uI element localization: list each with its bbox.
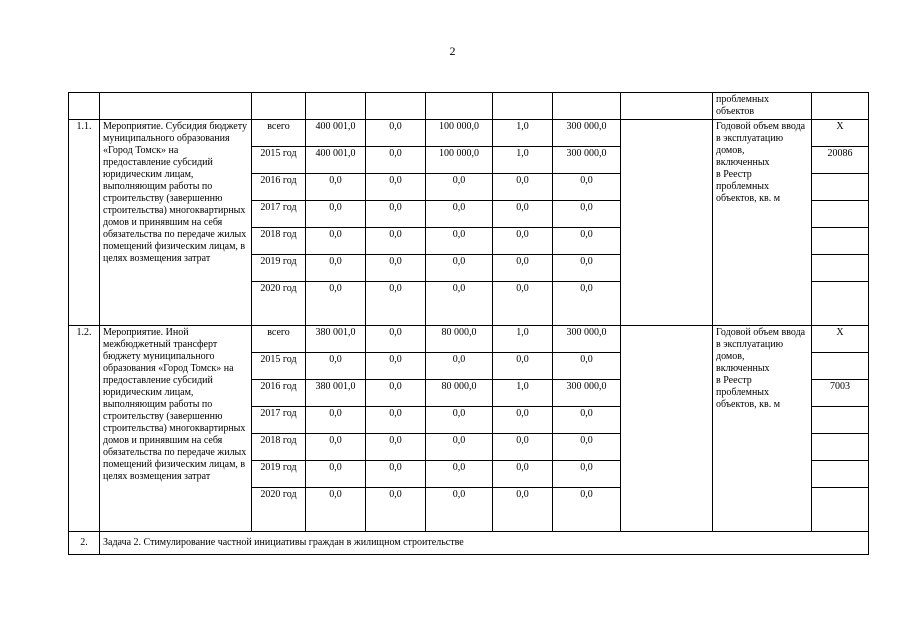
period-cell: 2016 год [252,174,306,201]
indicator-value [812,461,869,488]
item-number: 1.1. [69,120,100,326]
indicator-value: Х [812,120,869,147]
amount-cell: 0,0 [366,282,426,326]
amount-cell: 0,0 [493,434,553,461]
amount-cell: 0,0 [306,434,366,461]
amount-cell: 0,0 [366,120,426,147]
amount-cell: 0,0 [553,461,621,488]
amount-cell: 0,0 [493,174,553,201]
period-cell: 2015 год [252,353,306,380]
amount-cell: 1,0 [493,120,553,147]
table-body [69,93,869,555]
amount-cell: 0,0 [366,255,426,282]
amount-cell: 0,0 [426,434,493,461]
period-cell: 2015 год [252,147,306,174]
amount-cell: 0,0 [426,255,493,282]
amount-cell: 80 000,0 [426,380,493,407]
indicator-value [812,434,869,461]
amount-cell: 380 001,0 [306,326,366,353]
amount-cell: 0,0 [493,201,553,228]
amount-cell: 0,0 [366,174,426,201]
amount-cell: 0,0 [426,282,493,326]
amount-cell: 0,0 [553,228,621,255]
indicator-value [812,282,869,326]
amount-cell: 0,0 [306,174,366,201]
indicator-value [812,407,869,434]
program-table [68,92,869,555]
table-row [69,326,869,353]
indicator-value [812,174,869,201]
item-number: 1.2. [69,326,100,532]
task-row [69,532,869,555]
indicator-value [812,201,869,228]
amount-cell: 0,0 [306,255,366,282]
period-cell: 2020 год [252,488,306,532]
indicator-value: Х [812,326,869,353]
amount-cell: 0,0 [306,353,366,380]
amount-cell: 0,0 [553,407,621,434]
amount-cell: 1,0 [493,147,553,174]
amount-cell: 0,0 [553,174,621,201]
amount-cell: 0,0 [306,461,366,488]
event-description: Мероприятие. Субсидия бюджету муниципального образования «Город Томск» на предоставление субсидий юридическим лицам, выполняющим работы по строительству (завершенню строительства) многоквартирных домов и принявшим на себя обязательства по передаче жилых помещений физическим лицам, в целях возмещения затрат [100,120,252,326]
amount-cell: 0,0 [306,228,366,255]
period-cell: 2016 год [252,380,306,407]
amount-cell: 0,0 [493,461,553,488]
period-cell: всего [252,120,306,147]
amount-cell: 0,0 [426,228,493,255]
amount-cell: 0,0 [426,488,493,532]
amount-cell: 0,0 [553,434,621,461]
amount-cell: 0,0 [306,488,366,532]
amount-cell: 0,0 [553,488,621,532]
amount-cell: 0,0 [426,353,493,380]
page-number: 2 [449,44,456,58]
indicator-value [812,255,869,282]
amount-cell: 380 001,0 [306,380,366,407]
amount-cell: 0,0 [366,488,426,532]
amount-cell: 0,0 [426,461,493,488]
period-cell: 2018 год [252,434,306,461]
amount-cell: 0,0 [366,461,426,488]
amount-cell: 0,0 [426,174,493,201]
amount-cell: 80 000,0 [426,326,493,353]
empty-cell [621,120,713,326]
amount-cell: 0,0 [306,282,366,326]
amount-cell: 0,0 [366,380,426,407]
amount-cell: 0,0 [366,228,426,255]
indicator-value [812,228,869,255]
amount-cell: 300 000,0 [553,147,621,174]
amount-cell: 0,0 [493,228,553,255]
amount-cell: 0,0 [366,434,426,461]
empty-cell [621,326,713,532]
amount-cell: 300 000,0 [553,380,621,407]
amount-cell: 0,0 [366,147,426,174]
event-description: Мероприятие. Иной межбюджетный трансферт бюджету муниципального образования «Город Томск» на предоставление субсидий юридическим лицам, выполняющим работы по строительству (завершенню строительства) многоквартирных домов и принявшим на себя обязательства по передаче жилых помещений физическим лицам, в целях возмещения затрат [100,326,252,532]
indicator-value [812,488,869,532]
amount-cell: 0,0 [553,353,621,380]
amount-cell: 100 000,0 [426,120,493,147]
amount-cell: 0,0 [553,255,621,282]
period-cell: всего [252,326,306,353]
amount-cell: 0,0 [553,201,621,228]
amount-cell: 100 000,0 [426,147,493,174]
amount-cell: 0,0 [426,407,493,434]
indicator-description: Годовой объем ввода в эксплуатацию домов, включенных в Реестр проблемных объектов, кв. м [713,120,812,326]
amount-cell: 1,0 [493,380,553,407]
amount-cell: 400 001,0 [306,147,366,174]
amount-cell: 0,0 [493,488,553,532]
period-cell: 2019 год [252,461,306,488]
continuation-row [69,93,869,120]
task-number: 2. [69,532,100,555]
amount-cell: 0,0 [306,407,366,434]
indicator-value [812,353,869,380]
amount-cell: 400 001,0 [306,120,366,147]
indicator-value: 7003 [812,380,869,407]
amount-cell: 0,0 [366,326,426,353]
amount-cell: 0,0 [493,282,553,326]
task-title: Задача 2. Стимулирование частной инициативы граждан в жилищном строительстве [100,532,869,555]
amount-cell: 0,0 [366,407,426,434]
period-cell: 2017 год [252,407,306,434]
table-row [69,120,869,147]
indicator-value: 20086 [812,147,869,174]
amount-cell: 0,0 [493,255,553,282]
indicator-continuation: проблемных объектов [713,93,812,120]
amount-cell: 300 000,0 [553,120,621,147]
amount-cell: 1,0 [493,326,553,353]
amount-cell: 0,0 [306,201,366,228]
amount-cell: 0,0 [426,201,493,228]
amount-cell: 0,0 [493,353,553,380]
amount-cell: 0,0 [366,353,426,380]
period-cell: 2019 год [252,255,306,282]
period-cell: 2018 год [252,228,306,255]
amount-cell: 0,0 [553,282,621,326]
amount-cell: 0,0 [493,407,553,434]
period-cell: 2017 год [252,201,306,228]
indicator-description: Годовой объем ввода в эксплуатацию домов, включенных в Реестр проблемных объектов, кв. м [713,326,812,532]
amount-cell: 300 000,0 [553,326,621,353]
period-cell: 2020 год [252,282,306,326]
amount-cell: 0,0 [366,201,426,228]
